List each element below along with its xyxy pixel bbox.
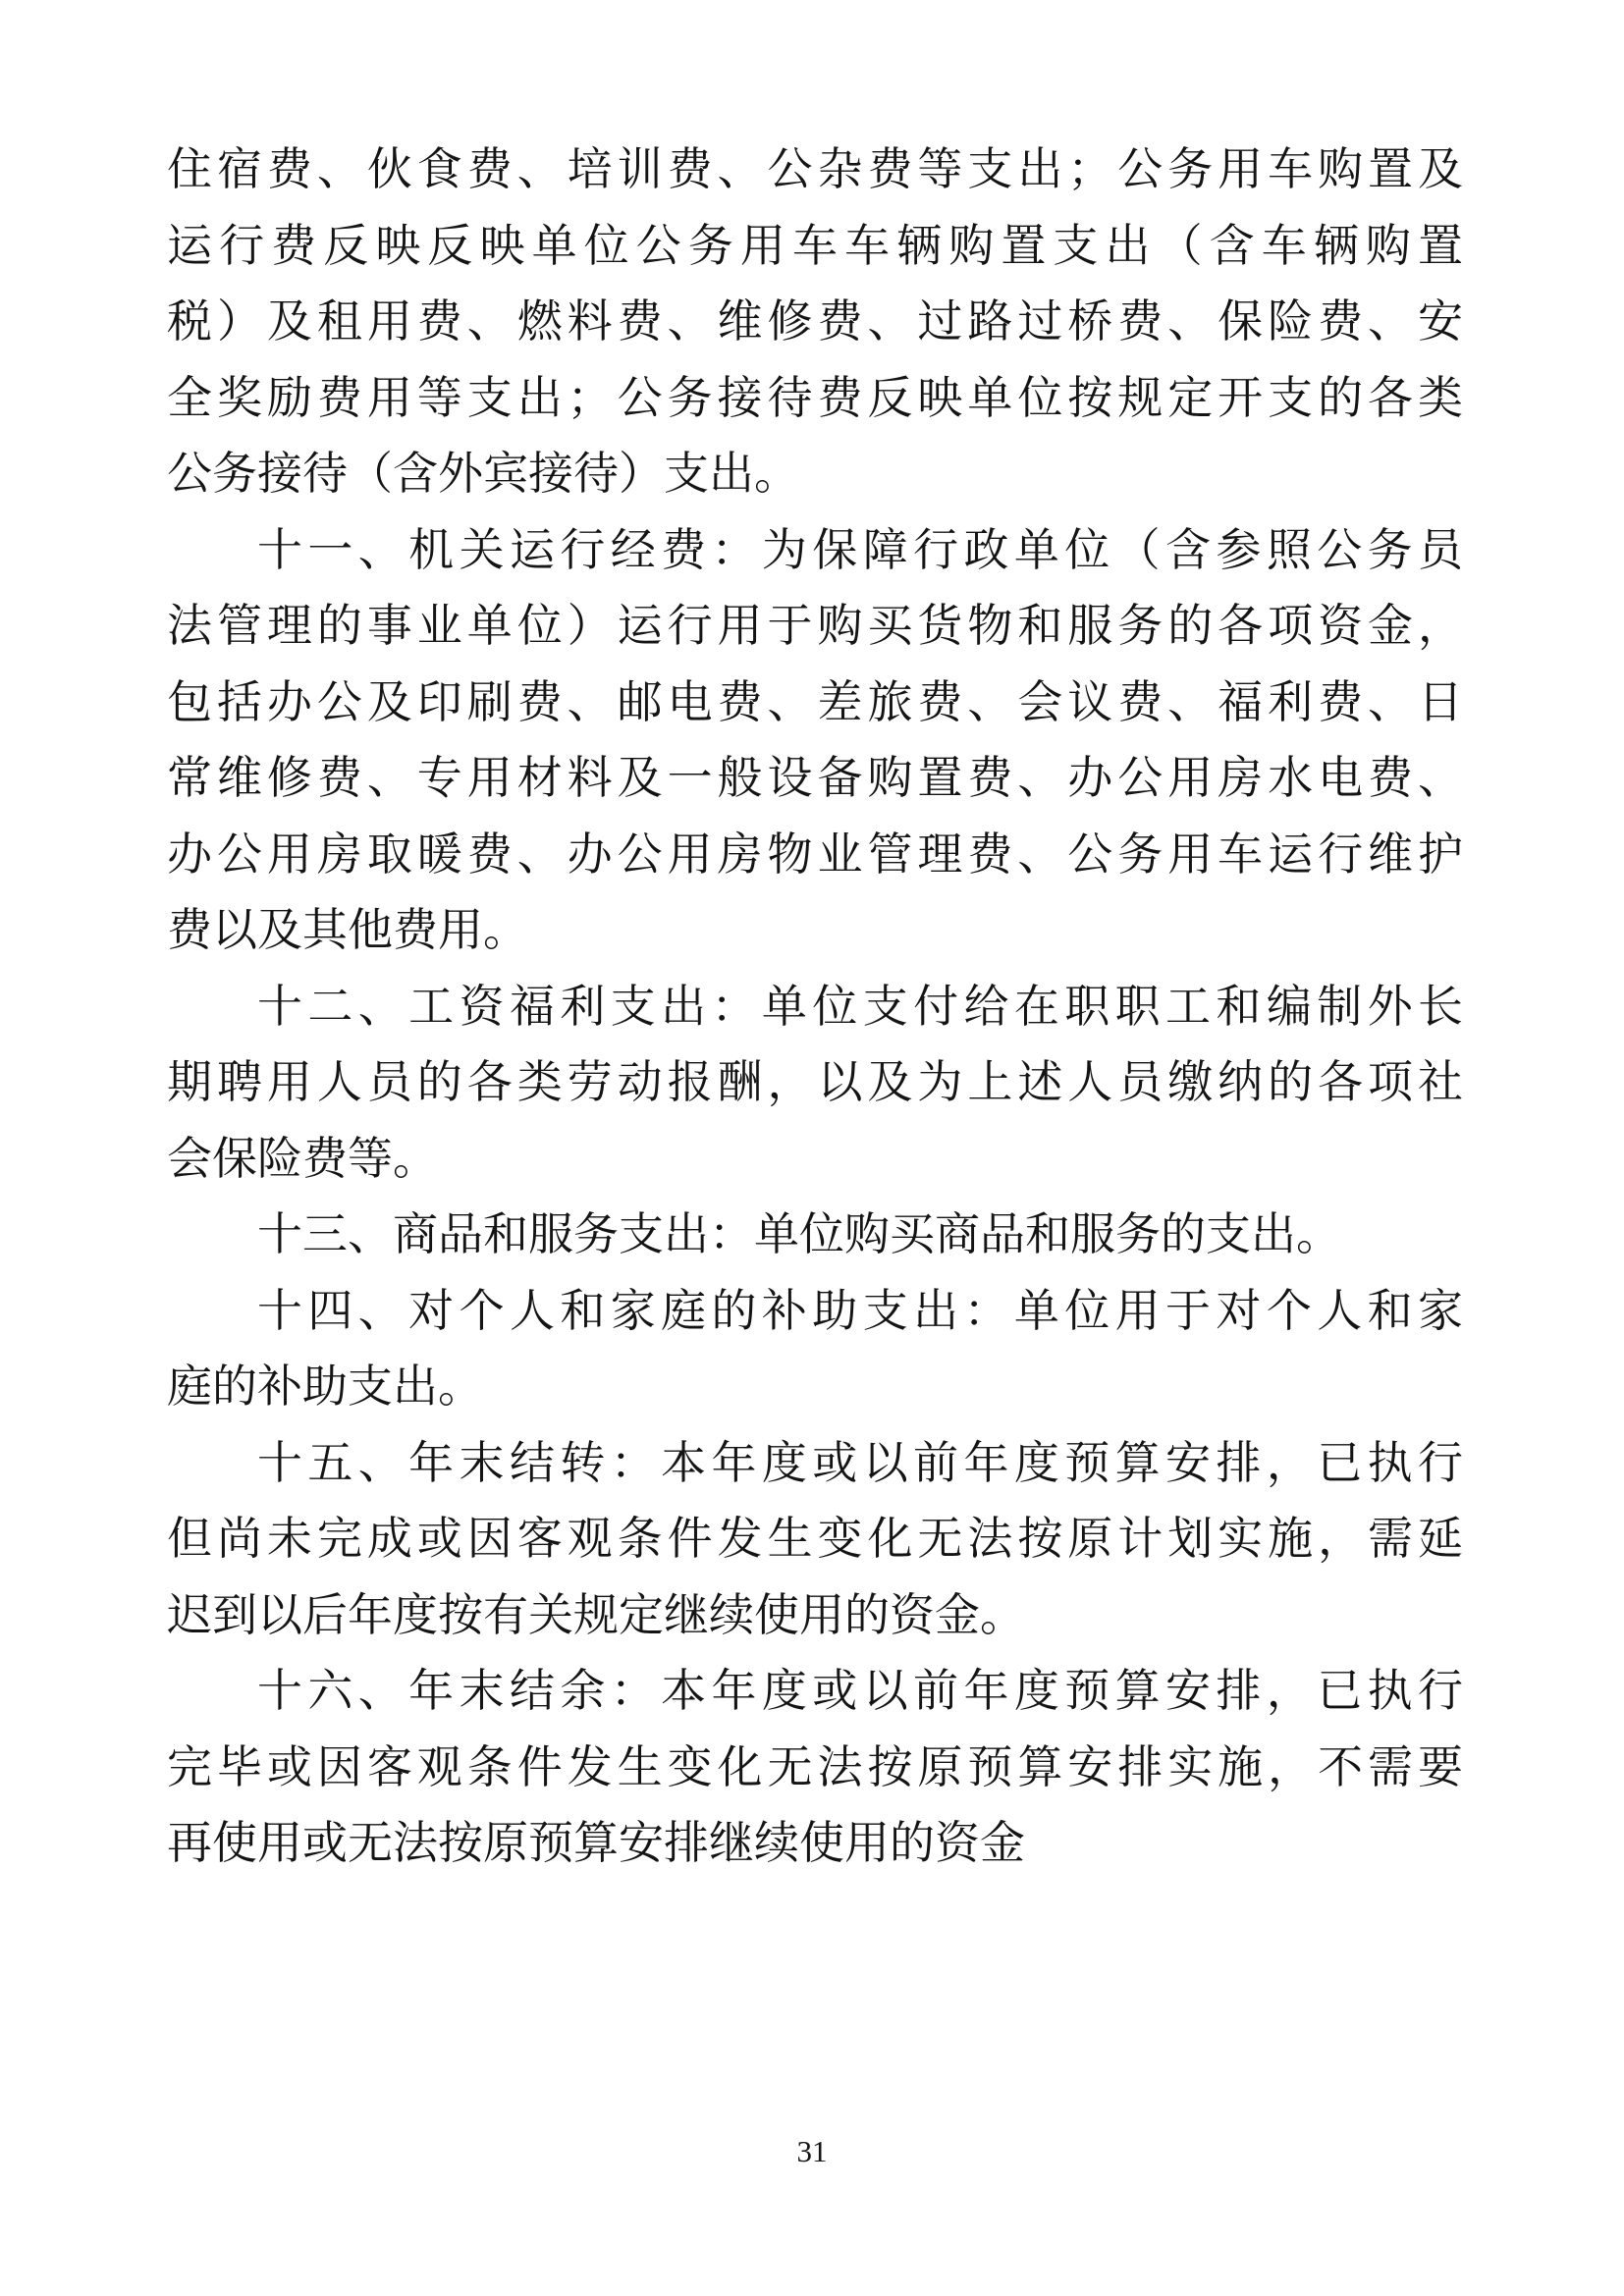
text-line: 运行费反映反映单位公务用车车辆购置支出（含车辆购置	[167, 220, 1463, 271]
text-line: 迟到以后年度按有关规定继续使用的资金。	[167, 1589, 1025, 1640]
text-line: 公务接待（含外宾接待）支出。	[167, 449, 799, 499]
text-line: 十二、工资福利支出：单位支付给在职职工和编制外长	[257, 981, 1463, 1032]
text-line: 税）及租用费、燃料费、维修费、过路过桥费、保险费、安	[167, 296, 1463, 347]
text-line: 法管理的事业单位）运行用于购买货物和服务的各项资金，	[167, 601, 1463, 651]
text-line: 十一、机关运行经费：为保障行政单位（含参照公务员	[257, 524, 1463, 575]
text-line: 再使用或无法按原预算安排继续使用的资金	[167, 1818, 1025, 1868]
text-line: 十五、年末结转：本年度或以前年度预算安排，已执行	[257, 1437, 1463, 1488]
text-line: 十六、年末结余：本年度或以前年度预算安排，已执行	[257, 1666, 1463, 1716]
text-line: 十三、商品和服务支出：单位购买商品和服务的支出。	[257, 1209, 1341, 1259]
text-line: 十四、对个人和家庭的补助支出：单位用于对个人和家	[257, 1285, 1463, 1336]
text-line: 办公用房取暖费、办公用房物业管理费、公务用车运行维护	[167, 828, 1463, 880]
text-line: 费以及其他费用。	[167, 905, 528, 955]
text-line: 期聘用人员的各类劳动报酬，以及为上述人员缴纳的各项社	[167, 1057, 1463, 1107]
text-line: 住宿费、伙食费、培训费、公杂费等支出；公务用车购置及	[167, 144, 1463, 194]
text-line: 庭的补助支出。	[167, 1362, 483, 1412]
text-line: 完毕或因客观条件发生变化无法按原预算安排实施，不需要	[167, 1741, 1463, 1792]
text-line: 全奖励费用等支出；公务接待费反映单位按规定开支的各类	[167, 372, 1463, 423]
text-line: 常维修费、专用材料及一般设备购置费、办公用房水电费、	[167, 753, 1463, 803]
text-line: 但尚未完成或因客观条件发生变化无法按原计划实施，需延	[167, 1514, 1463, 1564]
page-number: 31	[796, 2134, 828, 2168]
text-line: 会保险费等。	[167, 1133, 438, 1184]
body-text	[167, 132, 1463, 1882]
text-line: 包括办公及印刷费、邮电费、差旅费、会议费、福利费、日	[167, 676, 1463, 727]
